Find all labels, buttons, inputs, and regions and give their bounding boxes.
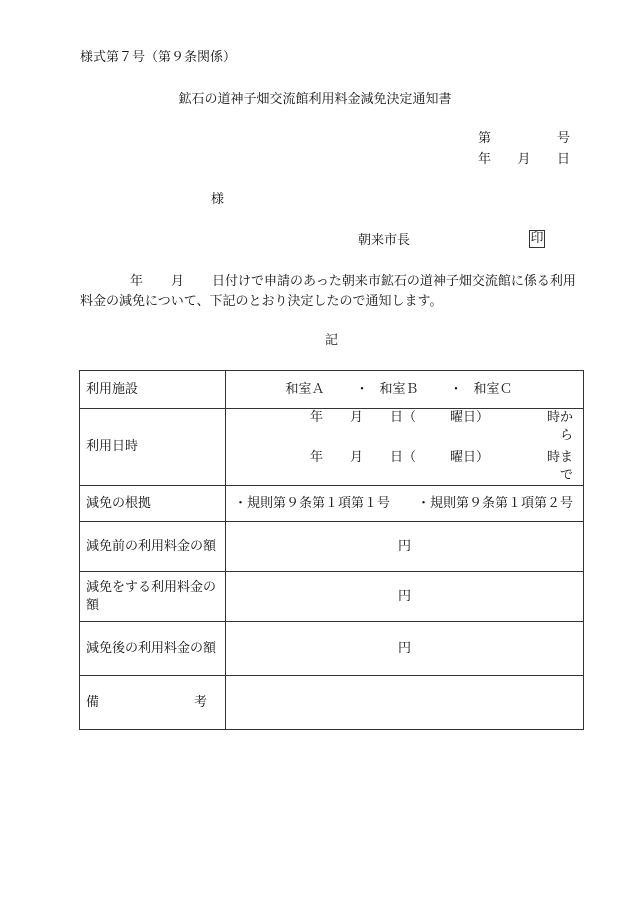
before-amount-unit: 円 (226, 522, 584, 572)
addressee-honorific: 様 (211, 192, 225, 207)
date-year: 年 (478, 152, 492, 167)
table-row (80, 676, 584, 730)
number-prefix: 第 (478, 131, 492, 146)
sender-name: 朝来市長 (358, 233, 411, 248)
notice-body (80, 272, 580, 312)
body-text: 日付けで申請のあった朝来市鉱石の道神子畑交流館に係る利用料金の減免について、下記のとおり決定したので通知します。 (80, 274, 576, 309)
reduction-amount-unit: 円 (226, 572, 584, 622)
ki-heading: 記 (324, 333, 338, 348)
table-row (80, 622, 584, 676)
datetime-label: 利用日時 (80, 409, 226, 486)
form-number: 様式第７号（第９条関係） (80, 50, 237, 65)
seal-mark: 印 (530, 231, 544, 246)
facility-option-b: 和室Ｂ (379, 381, 419, 397)
after-amount-label: 減免後の利用料金の額 (80, 622, 226, 676)
date-month: 月 (517, 152, 531, 167)
remarks-label: 備 考 (80, 676, 226, 730)
facility-separator: ・ (355, 381, 369, 397)
number-suffix: 号 (556, 131, 570, 146)
document-number (478, 131, 570, 147)
table-row (80, 409, 584, 486)
remarks-value (226, 676, 584, 730)
table-row (80, 486, 584, 522)
table-row (80, 522, 584, 572)
facility-label: 利用施設 (80, 371, 226, 409)
issue-date (478, 152, 570, 168)
facility-separator: ・ (449, 381, 463, 397)
facility-option-c: 和室Ｃ (473, 381, 513, 397)
table-row (80, 371, 584, 409)
reduction-amount-label: 減免をする利用料金の額 (80, 572, 226, 622)
date-day: 日 (556, 152, 570, 167)
facility-option-a: 和室Ａ (285, 381, 325, 397)
facility-value (226, 371, 584, 409)
basis-value (226, 486, 584, 522)
document-title: 鉱石の道神子畑交流館利用料金減免決定通知書 (178, 92, 452, 107)
basis-label: 減免の根拠 (80, 486, 226, 522)
decision-table (79, 370, 584, 730)
datetime-to: 年 月 日（ 曜日） 時まで (310, 450, 573, 483)
body-year: 年 (130, 274, 144, 289)
before-amount-label: 減免前の利用料金の額 (80, 522, 226, 572)
after-amount-unit: 円 (226, 622, 584, 676)
body-month: 月 (171, 274, 185, 289)
basis-option-2: ・規則第９条第１項第２号 (416, 495, 573, 511)
table-row (80, 572, 584, 622)
basis-option-1: ・規則第９条第１項第１号 (234, 495, 391, 511)
datetime-value (226, 409, 584, 486)
datetime-from: 年 月 日（ 曜日） 時から (310, 410, 573, 443)
